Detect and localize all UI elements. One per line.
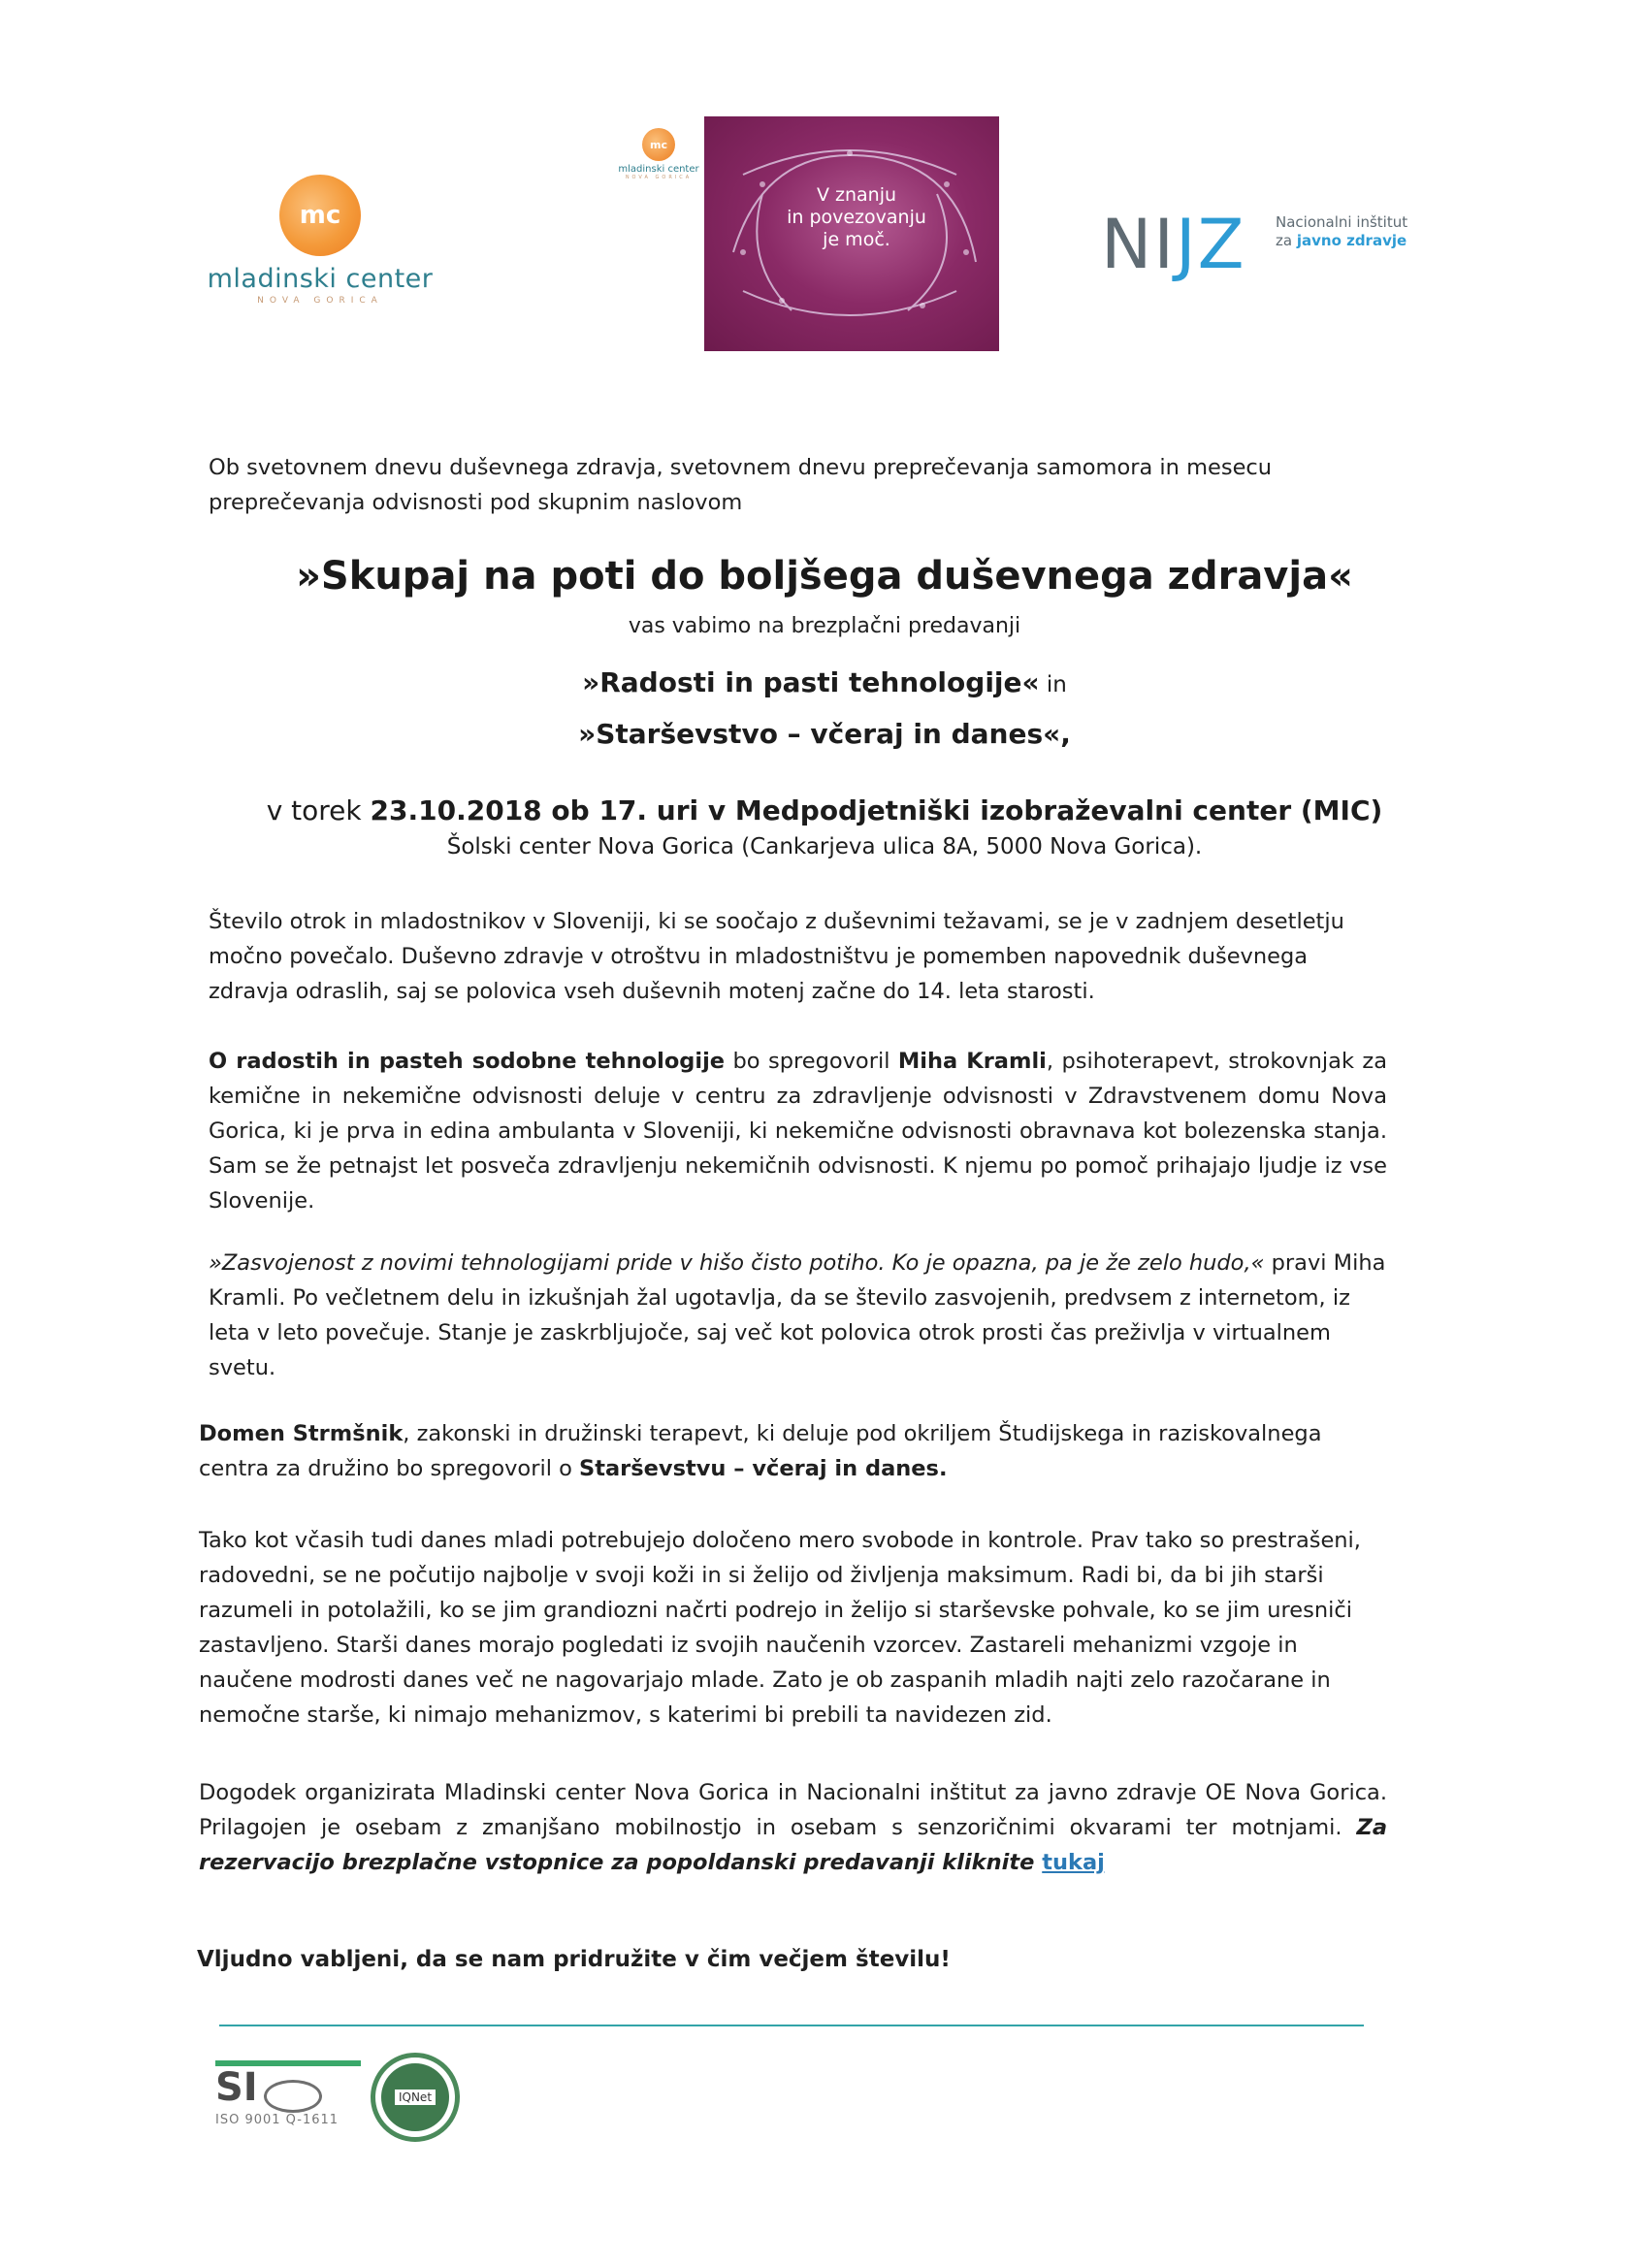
p6-text: Dogodek organizirata Mladinski center Nova Gorica in Nacionalni inštitut za javno zdravje OE Nova Gorica. Prilagojen je osebam z zmanjšano mobilnostjo in osebam s senzoričnimi okvarami ter motnjami. [199,1780,1387,1840]
event-date-bold: 23.10.2018 ob 17. uri v Medpodjetniški izobraževalni center (MIC) [370,794,1383,826]
paragraph-speaker-kramli [209,1044,1387,1218]
p3-text: pravi Miha Kramli. Po večletnem delu in izkušnjah žal ugotavlja, da se število zasvojenih, predvsem z internetom, iz leta v leto povečuje. Stanje je zaskrbljujoče, saj več kot polovica otrok prosti čas preživlja v virtualnem svetu. [209,1250,1386,1380]
si-certification-badge [215,2060,361,2138]
paragraph-quote [209,1246,1387,1385]
event-date-venue [194,791,1455,831]
lecture-connector: in [1039,672,1067,697]
nijz-logo-text [1276,213,1407,250]
banner-slogan [764,184,949,251]
p3-quote: »Zasvojenost z novimi tehnologijami pride v hišo čisto potiho. Ko je opazna, pa je že zelo hudo,« [209,1250,1265,1276]
mc-logo-circle [279,175,361,256]
mc-logo-city: NOVA GORICA [257,296,383,306]
intro-paragraph: Ob svetovnem dnevu duševnega zdravja, svetovnem dnevu preprečevanja samomora in mesecu preprečevanja odvisnosti pod skupnim naslovom [209,455,1273,515]
iqnet-certification-badge [371,2053,460,2142]
banner-small-mc-logo [615,128,702,180]
nijz-logo [1101,206,1489,303]
event-date-prefix: v torek [266,794,371,826]
p4-speaker-name: Domen Strmšnik [199,1421,404,1446]
si-badge-letters: SI [215,2065,258,2110]
nijz-mark-blue: JZ [1176,205,1246,284]
main-title: »Skupaj na poti do boljšega duševnega zdravja« [296,554,1353,599]
mladinski-center-logo [204,175,436,310]
campaign-banner [580,116,999,351]
lecture-1-title [291,662,1358,706]
si-badge-codes: ISO 9001 Q-1611 [215,2112,340,2127]
closing-line: Vljudno vabljeni, da se nam pridružite v čim večjem številu! [197,1947,951,1972]
iqnet-badge-label: IQNet [395,2090,436,2105]
banner-slogan-line: V znanju [816,184,897,206]
banner-small-mc-circle [642,128,675,161]
paragraph-statistics: Število otrok in mladostnikov v Sloveniji, ki se soočajo z duševnimi težavami, se je v zadnjem desetletju močno povečalo. Duševno zdravje v otroštvu in mladostništvu je pomemben napovednik duševnega zdravja odraslih, saj se polovica vseh duševnih motenj začne do 14. leta starosti. [209,909,1344,1004]
mc-logo-name: mladinski center [207,264,434,294]
nijz-logo-line2-prefix: za [1276,232,1297,249]
p2-speaker-name: Miha Kramli [897,1049,1047,1074]
si-badge-oval-icon [264,2080,322,2113]
paragraph-speaker-strmsnik [199,1416,1387,1486]
banner-small-monogram: mc [650,138,667,151]
nijz-logo-line2-accent: javno zdravje [1296,232,1407,249]
p4-bold-topic: Starševstvu – včeraj in danes. [579,1456,948,1481]
banner-small-name: mladinski center [618,164,699,175]
nijz-logo-line1: Nacionalni inštitut [1276,213,1408,231]
p4-text: , zakonski in družinski terapevt, ki deluje pod okriljem Študijskega in raziskovalnega centra za družino bo spregovoril o [199,1421,1322,1481]
event-address: Šolski center Nova Gorica (Cankarjeva ulica 8A, 5000 Nova Gorica). [446,834,1203,859]
p2-text-1: bo spregovoril [725,1049,898,1074]
lecture-1-title-text: »Radosti in pasti tehnologije« [582,666,1040,698]
invitation-line: vas vabimo na brezplačni predavanji [628,614,1021,638]
paragraph-parenting: Tako kot včasih tudi danes mladi potrebujejo določeno mero svobode in kontrole. Prav tako so prestrašeni, radovedni, se ne počutijo najbolje v svoji koži in si želijo od življenja maksimum. Radi bi, da bi jih starši razumeli in potolažili, ko se jim grandiozni načrti podrejo in želijo si starševske pohvale, ko se jim uresniči zastavljeno. Starši danes morajo pogledati iz svojih naučenih vzorcev. Zastareli mehanizmi vzgoje in naučene modrosti danes več ne nagovarjajo mlade. Zato je ob zaspanih mladih najti zelo razočarane in nemočne starše, ki nimajo mehanizmov, s katerimi bi prebili ta navidezen zid. [199,1528,1361,1728]
paragraph-organizers [199,1775,1387,1880]
banner-slogan-line: je moč. [823,229,890,250]
nijz-mark-gray: NI [1101,205,1177,284]
p6-reservation-call: Za rezervacijo brezplačne vstopnice za popoldanski predavanji kliknite [199,1815,1387,1875]
lecture-2-title: »Starševstvo – včeraj in danes«, [578,718,1071,750]
banner-slogan-line: in povezovanju [787,207,926,228]
banner-small-city: NOVA GORICA [625,175,693,180]
iqnet-badge-inner [381,2063,449,2131]
reservation-link[interactable]: tukaj [1042,1850,1105,1875]
footer-divider [219,2025,1364,2026]
p2-bold-topic: O radostih in pasteh sodobne tehnologije [209,1049,726,1074]
mc-logo-monogram: mc [299,201,341,230]
p2-text-2: , psihoterapevt, strokovnjak za kemične in nekemične odvisnosti deluje v centru za zdravljenje odvisnosti v Zdravstvenem domu Nova Gorica, ki je prva in edina ambulanta v Sloveniji, ki nekemične odvisnosti obravnava kot bolezenska stanja. Sam se že petnajst let posveča zdravljenju nekemičnih odvisnosti. K njemu po pomoč prihajajo ljudje iz vse Slovenije. [209,1049,1387,1214]
nijz-logo-line2 [1276,232,1407,250]
